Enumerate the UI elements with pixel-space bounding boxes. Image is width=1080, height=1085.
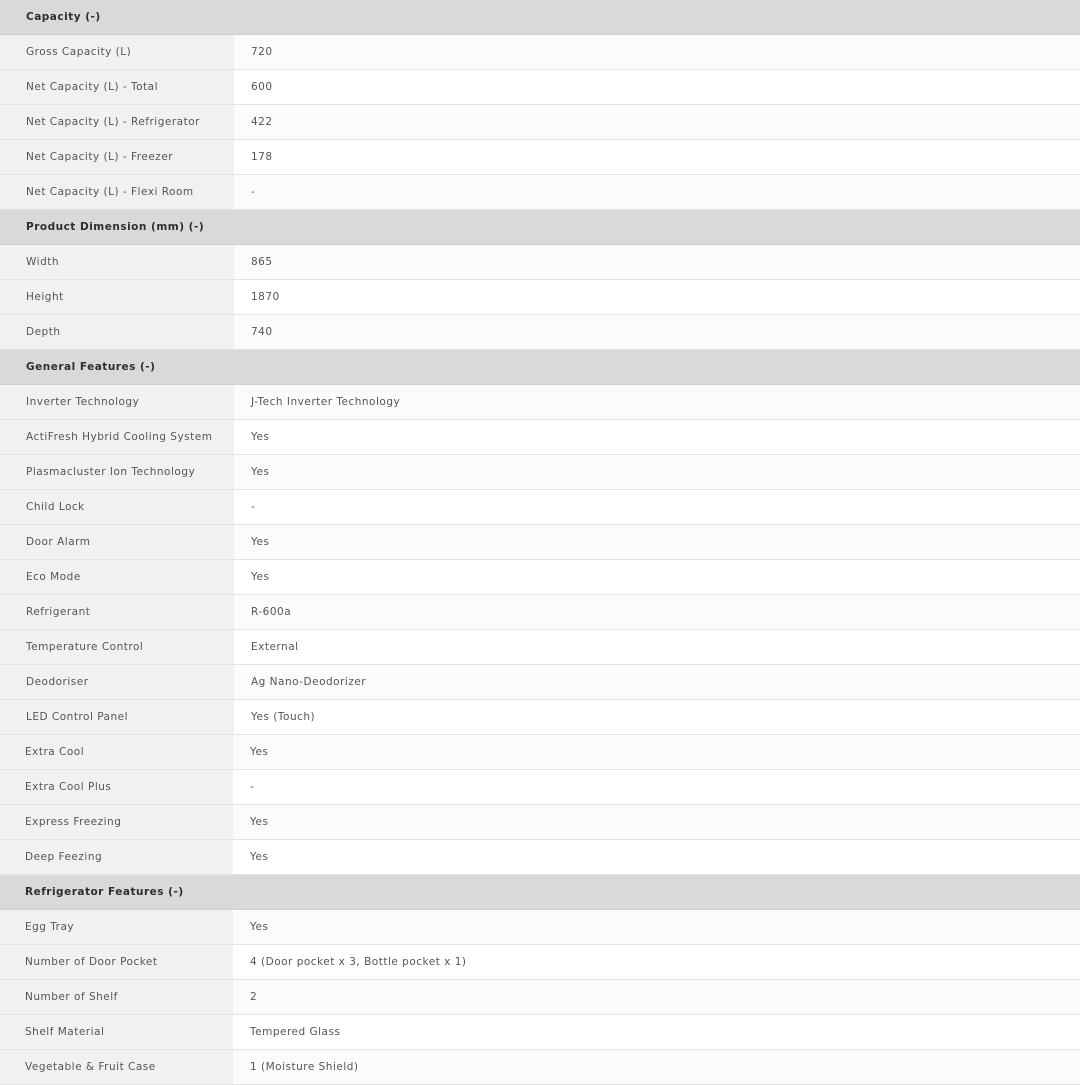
spec-value: Yes: [233, 910, 1080, 944]
spec-label: Door Alarm: [0, 525, 234, 559]
spec-label: Egg Tray: [0, 910, 233, 944]
spec-label: Child Lock: [0, 490, 234, 524]
spec-label: Plasmacluster Ion Technology: [0, 455, 234, 489]
spec-value: Ag Nano-Deodorizer: [234, 665, 1080, 699]
spec-row: [0, 805, 1080, 840]
spec-row: [0, 630, 1080, 665]
spec-value: Yes: [233, 840, 1080, 874]
spec-row: [0, 385, 1080, 420]
spec-row: [0, 910, 1080, 945]
section-product-dimension: [0, 210, 1080, 350]
section-general-features: [0, 350, 1080, 875]
spec-label: ActiFresh Hybrid Cooling System: [0, 420, 234, 454]
section-capacity: [0, 0, 1080, 210]
section-header-product-dimension[interactable]: Product Dimension (mm) (-): [0, 210, 1080, 245]
spec-label: Net Capacity (L) - Refrigerator: [0, 105, 234, 139]
spec-label: Net Capacity (L) - Freezer: [0, 140, 234, 174]
spec-row: [0, 280, 1080, 315]
spec-value: Yes: [234, 525, 1080, 559]
spec-row: [0, 770, 1080, 805]
spec-row: [0, 35, 1080, 70]
spec-value: 865: [234, 245, 1080, 279]
spec-row: [0, 105, 1080, 140]
section-refrigerator-features: [0, 875, 1080, 1085]
spec-row: [0, 560, 1080, 595]
spec-value: 600: [234, 70, 1080, 104]
spec-value: 2: [233, 980, 1080, 1014]
spec-value: R-600a: [234, 595, 1080, 629]
spec-row: [0, 175, 1080, 210]
spec-label: Express Freezing: [0, 805, 233, 839]
spec-label: Number of Shelf: [0, 980, 233, 1014]
spec-label: Width: [0, 245, 234, 279]
spec-value: Yes: [233, 735, 1080, 769]
spec-label: Deep Feezing: [0, 840, 233, 874]
spec-row: [0, 735, 1080, 770]
spec-label: Inverter Technology: [0, 385, 234, 419]
spec-label: Net Capacity (L) - Flexi Room: [0, 175, 234, 209]
spec-label: Eco Mode: [0, 560, 234, 594]
spec-value: Yes: [234, 455, 1080, 489]
spec-row: [0, 1015, 1080, 1050]
spec-value: External: [234, 630, 1080, 664]
spec-row: [0, 245, 1080, 280]
spec-label: Net Capacity (L) - Total: [0, 70, 234, 104]
spec-label: Refrigerant: [0, 595, 234, 629]
spec-value: 720: [234, 35, 1080, 69]
spec-row: [0, 840, 1080, 875]
spec-row: [0, 665, 1080, 700]
spec-label: Shelf Material: [0, 1015, 233, 1049]
spec-row: [0, 490, 1080, 525]
spec-row: [0, 945, 1080, 980]
spec-label: Height: [0, 280, 234, 314]
spec-label: Number of Door Pocket: [0, 945, 233, 979]
spec-value: -: [233, 770, 1080, 804]
spec-value: -: [234, 175, 1080, 209]
spec-value: Yes (Touch): [234, 700, 1080, 734]
spec-label: Gross Capacity (L): [0, 35, 234, 69]
spec-value: Yes: [233, 805, 1080, 839]
spec-row: [0, 70, 1080, 105]
spec-label: Deodoriser: [0, 665, 234, 699]
spec-value: 178: [234, 140, 1080, 174]
spec-label: Vegetable & Fruit Case: [0, 1050, 233, 1084]
spec-row: [0, 140, 1080, 175]
spec-row: [0, 315, 1080, 350]
section-header-general-features[interactable]: General Features (-): [0, 350, 1080, 385]
spec-value: Tempered Glass: [233, 1015, 1080, 1049]
spec-label: Extra Cool: [0, 735, 233, 769]
spec-value: J-Tech Inverter Technology: [234, 385, 1080, 419]
spec-value: 1870: [234, 280, 1080, 314]
spec-value: 422: [234, 105, 1080, 139]
spec-row: [0, 455, 1080, 490]
section-header-capacity[interactable]: Capacity (-): [0, 0, 1080, 35]
spec-label: Extra Cool Plus: [0, 770, 233, 804]
section-header-refrigerator-features[interactable]: Refrigerator Features (-): [0, 875, 1080, 910]
spec-label: Depth: [0, 315, 234, 349]
spec-value: -: [234, 490, 1080, 524]
spec-row: [0, 595, 1080, 630]
spec-value: Yes: [234, 420, 1080, 454]
spec-value: 1 (Moisture Shield): [233, 1050, 1080, 1084]
spec-row: [0, 700, 1080, 735]
spec-value: Yes: [234, 560, 1080, 594]
spec-row: [0, 420, 1080, 455]
spec-row: [0, 525, 1080, 560]
spec-label: LED Control Panel: [0, 700, 234, 734]
spec-value: 4 (Door pocket x 3, Bottle pocket x 1): [233, 945, 1080, 979]
spec-value: 740: [234, 315, 1080, 349]
spec-label: Temperature Control: [0, 630, 234, 664]
spec-row: [0, 980, 1080, 1015]
